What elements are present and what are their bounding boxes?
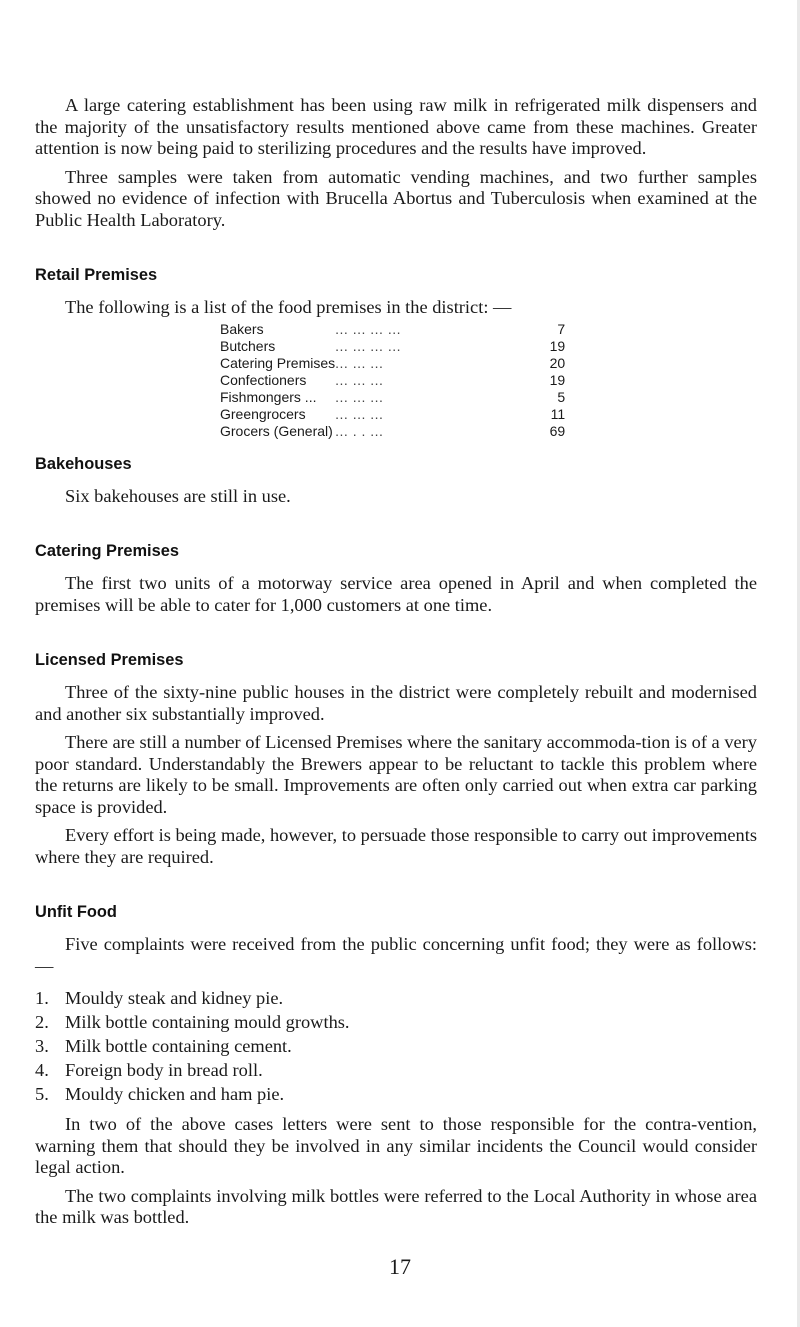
leader-dots: ... ... ... bbox=[335, 388, 384, 405]
premises-count: 19 bbox=[549, 337, 566, 354]
list-item bbox=[35, 1011, 757, 1034]
retail-premises-intro: The following is a list of the food premises in the district: — bbox=[65, 297, 512, 317]
leader-dots: ... . . ... bbox=[335, 422, 384, 439]
premises-name: Butchers bbox=[220, 337, 276, 354]
list-number: 4. bbox=[35, 1060, 49, 1080]
leader-dots: ... ... ... ... bbox=[335, 320, 402, 337]
list-item bbox=[35, 1059, 757, 1082]
list-number: 2. bbox=[35, 1012, 49, 1032]
bakehouses-heading: Bakehouses bbox=[35, 454, 132, 473]
document-page bbox=[35, 95, 757, 1236]
table-row bbox=[220, 355, 565, 372]
section-unfit-food bbox=[35, 902, 757, 1229]
page-number: 17 bbox=[389, 1254, 411, 1279]
leader-dots: ... ... ... bbox=[335, 371, 384, 388]
list-item bbox=[35, 987, 757, 1010]
licensed-premises-heading: Licensed Premises bbox=[35, 651, 184, 669]
list-item bbox=[35, 1083, 757, 1106]
premises-count: 5 bbox=[557, 388, 566, 405]
unfit-paragraph-2: The two complaints involving milk bottles were referred to the Local Authority in whose area the milk was bottled. bbox=[35, 1185, 757, 1227]
food-premises-table bbox=[220, 321, 565, 440]
list-number: 3. bbox=[35, 1036, 49, 1056]
list-text: Milk bottle containing mould growths. bbox=[65, 1012, 350, 1032]
list-text: Mouldy chicken and ham pie. bbox=[65, 1084, 285, 1104]
table-row bbox=[220, 406, 565, 423]
leader-dots: ... ... ... ... bbox=[335, 337, 402, 354]
table-row bbox=[220, 389, 565, 406]
licensed-paragraph-2: There are still a number of Licensed Premises where the sanitary accommoda-tion is of a very poor standard. Understandably the Brewers appear to be reluctant to tackle this problem where the returns are likely to be small. Improvements are often only carried out when extra car parking space is provided. bbox=[35, 732, 757, 817]
leader-dots: ... ... ... bbox=[335, 405, 384, 422]
premises-name: Greengrocers bbox=[220, 405, 306, 422]
premises-count: 19 bbox=[549, 371, 566, 388]
list-number: 5. bbox=[35, 1084, 49, 1104]
section-licensed-premises bbox=[35, 650, 757, 868]
premises-name: Fishmongers ... bbox=[220, 388, 317, 405]
unfit-food-intro: Five complaints were received from the public concerning unfit food; they were as follows: — bbox=[35, 934, 757, 976]
section-bakehouses bbox=[35, 454, 757, 508]
section-retail-premises bbox=[35, 265, 757, 440]
intro-paragraph-1: A large catering establishment has been using raw milk in refrigerated milk dispensers and the majority of the unsatisfactory results mentioned above came from these machines. Greater attention is now being paid to sterilizing procedures and the results have improved. bbox=[35, 95, 757, 158]
catering-premises-heading: Catering Premises bbox=[35, 542, 179, 560]
premises-name: Bakers bbox=[220, 320, 264, 337]
bakehouses-text: Six bakehouses are still in use. bbox=[65, 485, 291, 506]
unfit-food-heading: Unfit Food bbox=[35, 903, 117, 921]
intro-paragraph-2: Three samples were taken from automatic vending machines, and two further samples showed no evidence of infection with Brucella Abortus and Tuberculosis when examined at the Public Health Laboratory. bbox=[35, 166, 757, 230]
licensed-paragraph-3: Every effort is being made, however, to persuade those responsible to carry out improvements where they are required. bbox=[35, 825, 757, 867]
list-text: Milk bottle containing cement. bbox=[65, 1036, 292, 1056]
unfit-paragraph-1: In two of the above cases letters were sent to those responsible for the contra-vention, warning them that should they be involved in any similar incidents the Council would consider legal action. bbox=[35, 1114, 757, 1177]
list-item bbox=[35, 1035, 757, 1058]
premises-name: Catering Premises bbox=[220, 354, 336, 371]
premises-count: 7 bbox=[557, 320, 566, 337]
premises-name: Grocers (General) bbox=[220, 422, 333, 439]
list-number: 1. bbox=[35, 988, 49, 1008]
list-text: Mouldy steak and kidney pie. bbox=[65, 988, 284, 1008]
retail-premises-heading: Retail Premises bbox=[35, 266, 158, 284]
table-row bbox=[220, 372, 565, 389]
table-row bbox=[220, 338, 565, 355]
list-text: Foreign body in bread roll. bbox=[65, 1060, 263, 1080]
complaints-list bbox=[35, 987, 757, 1106]
table-row bbox=[220, 321, 565, 338]
table-row bbox=[220, 423, 565, 440]
licensed-paragraph-1: Three of the sixty-nine public houses in the district were completely rebuilt and modernised and another six substantially improved. bbox=[35, 682, 757, 724]
section-catering-premises bbox=[35, 541, 757, 616]
premises-count: 20 bbox=[549, 354, 566, 371]
premises-count: 11 bbox=[550, 405, 566, 422]
premises-name: Confectioners bbox=[220, 371, 307, 388]
premises-count: 69 bbox=[549, 422, 566, 439]
catering-premises-text: The first two units of a motorway service area opened in April and when completed the premises will be able to cater for 1,000 customers at one time. bbox=[35, 573, 757, 615]
leader-dots: ... ... ... bbox=[335, 354, 384, 371]
